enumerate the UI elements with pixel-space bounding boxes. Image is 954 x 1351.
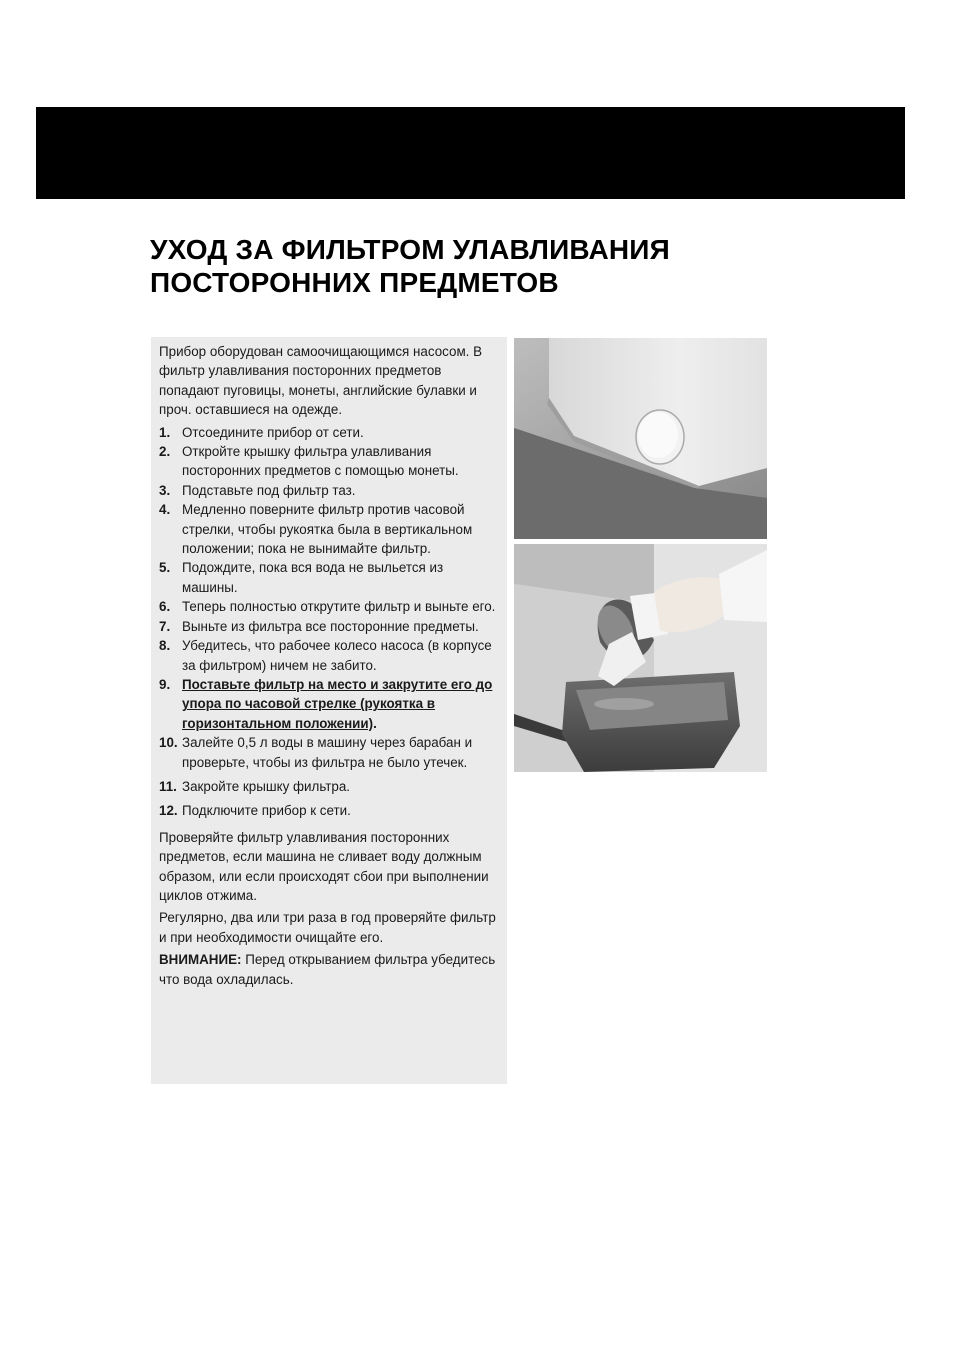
step-number: 3. bbox=[159, 482, 171, 498]
step-text: Медленно поверните фильтр против часовой стрелки, чтобы рукоятка была в вертикальном положении; пока не вынимайте фильтр. bbox=[182, 502, 473, 557]
page-title-line-1: УХОД ЗА ФИЛЬТРОМ УЛАВЛИВАНИЯ bbox=[150, 234, 670, 265]
step-item bbox=[159, 423, 499, 442]
step-item bbox=[159, 617, 499, 636]
step-text: Отсоедините прибор от сети. bbox=[182, 424, 364, 440]
photo-filter-removal bbox=[514, 544, 767, 772]
step-text: Залейте 0,5 л воды в машину через барабан и проверьте, чтобы из фильтра не было утечек. bbox=[182, 735, 473, 770]
step-text: Закройте крышку фильтра. bbox=[182, 778, 351, 794]
step-item bbox=[159, 500, 499, 558]
step-number: 9. bbox=[159, 676, 171, 692]
step-text: Подключите прибор к сети. bbox=[182, 803, 351, 819]
regular-cleaning-paragraph: Регулярно, два или три раза в год проверяйте фильтр и при необходимости очищайте его. bbox=[159, 910, 496, 945]
step-number: 11. bbox=[159, 778, 177, 794]
step-text: Убедитесь, что рабочее колесо насоса (в корпусе за фильтром) ничем не забито. bbox=[182, 638, 492, 673]
step-number: 10. bbox=[159, 735, 178, 751]
step-number: 7. bbox=[159, 618, 171, 634]
intro-paragraph: Прибор оборудован самоочищающимся насосом. В фильтр улавливания посторонних предметов попадают пуговицы, монеты, английские булавки и проч. оставшиеся на одежде. bbox=[159, 344, 483, 418]
warning-label: ВНИМАНИЕ: bbox=[159, 952, 242, 968]
step-number: 2. bbox=[159, 444, 171, 460]
step-number: 8. bbox=[159, 638, 171, 654]
step-text: Подождите, пока вся вода не выльется из машины. bbox=[182, 560, 444, 595]
step-item bbox=[159, 558, 499, 597]
photo-filter-cover-illustration bbox=[514, 338, 767, 539]
warning-text: Перед открыванием фильтра убедитесь что вода охладилась. bbox=[159, 952, 496, 987]
step-text-emphasized bbox=[182, 675, 499, 733]
step-text: Подставьте под фильтр таз. bbox=[182, 482, 356, 498]
header-black-bar bbox=[36, 107, 905, 199]
step-item bbox=[159, 442, 499, 481]
step-item bbox=[159, 636, 499, 675]
check-filter-paragraph: Проверяйте фильтр улавливания посторонних предметов, если машина не сливает воду должным образом, или если происходят сбои при выполнении циклов отжима. bbox=[159, 829, 489, 903]
page-title bbox=[150, 233, 830, 299]
warning-paragraph bbox=[159, 950, 499, 989]
step-item bbox=[159, 481, 499, 500]
step-item bbox=[159, 675, 499, 733]
step-item bbox=[159, 777, 499, 796]
step-text: Выньте из фильтра все посторонние предметы. bbox=[182, 618, 479, 634]
step-text: Откройте крышку фильтра улавливания посторонних предметов с помощью монеты. bbox=[182, 444, 459, 479]
step-number: 5. bbox=[159, 560, 171, 576]
page-title-line-2: ПОСТОРОННИХ ПРЕДМЕТОВ bbox=[150, 267, 559, 298]
step-text: Теперь полностью открутите фильтр и выньте его. bbox=[182, 599, 496, 615]
step-item bbox=[159, 801, 499, 820]
step-emphasis-tail: . bbox=[373, 715, 377, 731]
photo-filter-cover bbox=[514, 338, 767, 539]
photo-filter-removal-illustration bbox=[514, 544, 767, 772]
step-item bbox=[159, 597, 499, 616]
step-item bbox=[159, 733, 499, 772]
step-number: 12. bbox=[159, 803, 178, 819]
step-number: 4. bbox=[159, 502, 171, 518]
steps-list bbox=[159, 423, 499, 821]
step-number: 6. bbox=[159, 599, 171, 615]
step-emphasis: Поставьте фильтр на место и закрутите его до упора по часовой стрелке (рукоятка в горизонтальном положении) bbox=[182, 676, 493, 731]
instructions-panel bbox=[151, 337, 507, 1084]
step-number: 1. bbox=[159, 424, 171, 440]
